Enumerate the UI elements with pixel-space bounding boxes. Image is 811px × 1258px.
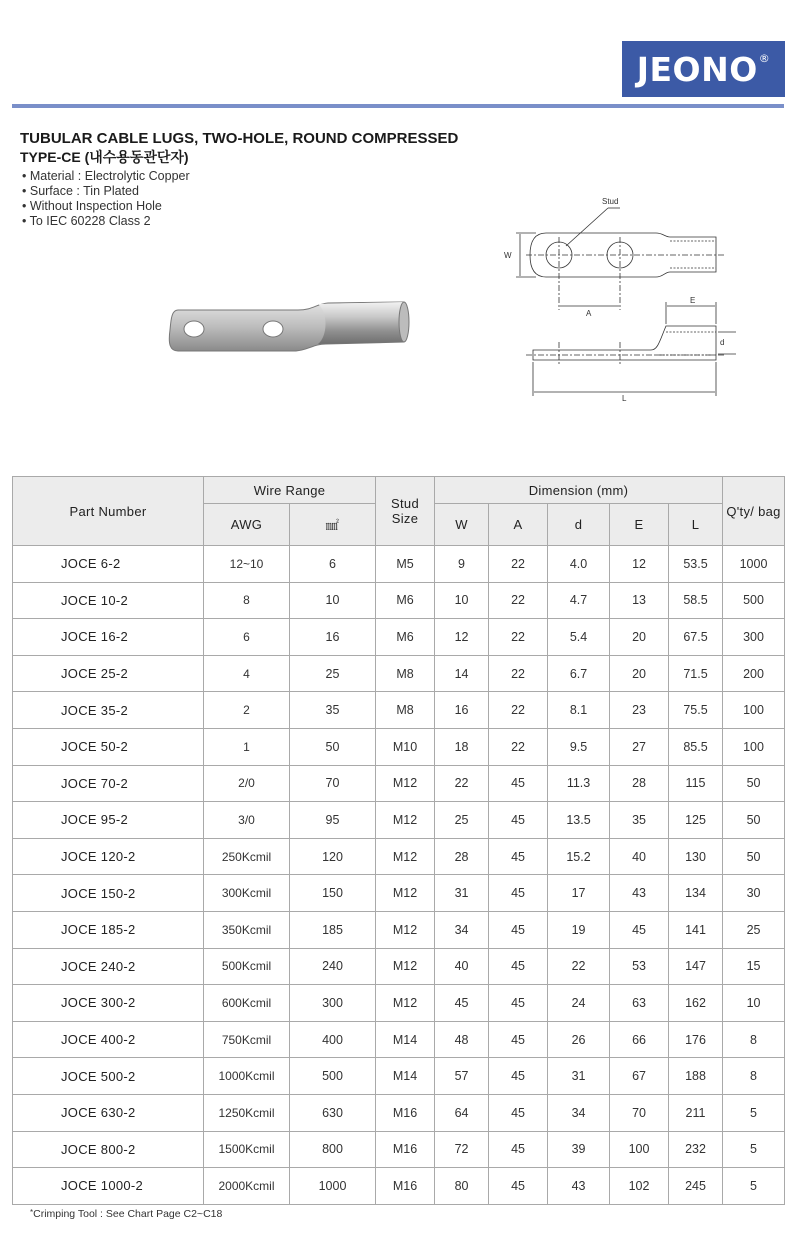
cell-awg: 1000Kcmil bbox=[204, 1058, 290, 1095]
spec-list bbox=[22, 169, 190, 229]
spec-item: • To IEC 60228 Class 2 bbox=[22, 214, 190, 229]
cell-qty: 100 bbox=[723, 692, 785, 729]
cell-awg: 250Kcmil bbox=[204, 838, 290, 875]
cell-part-number: JOCE 630-2 bbox=[13, 1094, 204, 1131]
cell-awg: 350Kcmil bbox=[204, 911, 290, 948]
l-dimension-label: L bbox=[622, 394, 627, 403]
d-dimension-label: d bbox=[720, 338, 725, 347]
cell-a: 45 bbox=[489, 1168, 548, 1205]
cell-w: 40 bbox=[435, 948, 489, 985]
cell-a: 45 bbox=[489, 1094, 548, 1131]
cell-d: 9.5 bbox=[548, 728, 610, 765]
stud-label: Stud bbox=[602, 197, 619, 206]
cell-l: 134 bbox=[669, 875, 723, 912]
cell-l: 125 bbox=[669, 802, 723, 839]
specification-table bbox=[12, 476, 785, 1205]
cell-qty: 500 bbox=[723, 582, 785, 619]
cell-d: 17 bbox=[548, 875, 610, 912]
cell-part-number: JOCE 35-2 bbox=[13, 692, 204, 729]
header-stud-size: Stud Size bbox=[376, 477, 435, 546]
cell-awg: 8 bbox=[204, 582, 290, 619]
header-d: d bbox=[548, 504, 610, 546]
header-wire-range: Wire Range bbox=[204, 477, 376, 504]
cell-stud-size: M12 bbox=[376, 765, 435, 802]
cell-part-number: JOCE 150-2 bbox=[13, 875, 204, 912]
brand-name: JEONO bbox=[636, 49, 758, 89]
cell-a: 45 bbox=[489, 765, 548, 802]
cell-stud-size: M6 bbox=[376, 619, 435, 656]
cell-d: 43 bbox=[548, 1168, 610, 1205]
footnote-star: * bbox=[30, 1208, 34, 1217]
cell-l: 53.5 bbox=[669, 546, 723, 583]
cell-part-number: JOCE 16-2 bbox=[13, 619, 204, 656]
cell-l: 67.5 bbox=[669, 619, 723, 656]
cell-d: 24 bbox=[548, 985, 610, 1022]
cell-l: 71.5 bbox=[669, 655, 723, 692]
cell-e: 70 bbox=[610, 1094, 669, 1131]
cell-a: 22 bbox=[489, 655, 548, 692]
cell-qty: 15 bbox=[723, 948, 785, 985]
header-l: L bbox=[669, 504, 723, 546]
cell-e: 43 bbox=[610, 875, 669, 912]
header-qty-bag: Q'ty/ bag bbox=[723, 477, 785, 546]
cell-part-number: JOCE 1000-2 bbox=[13, 1168, 204, 1205]
cell-qty: 8 bbox=[723, 1058, 785, 1095]
cell-awg: 12~10 bbox=[204, 546, 290, 583]
header-divider bbox=[12, 104, 784, 108]
footnote bbox=[30, 1208, 222, 1220]
cell-d: 6.7 bbox=[548, 655, 610, 692]
cell-stud-size: M6 bbox=[376, 582, 435, 619]
cell-qty: 100 bbox=[723, 728, 785, 765]
cell-mm2: 400 bbox=[290, 1021, 376, 1058]
cell-qty: 5 bbox=[723, 1094, 785, 1131]
cell-e: 100 bbox=[610, 1131, 669, 1168]
cell-e: 12 bbox=[610, 546, 669, 583]
cell-l: 176 bbox=[669, 1021, 723, 1058]
cell-part-number: JOCE 400-2 bbox=[13, 1021, 204, 1058]
table-row bbox=[13, 838, 785, 875]
cell-awg: 1250Kcmil bbox=[204, 1094, 290, 1131]
cell-stud-size: M14 bbox=[376, 1058, 435, 1095]
cell-a: 45 bbox=[489, 875, 548, 912]
cell-l: 141 bbox=[669, 911, 723, 948]
cell-l: 130 bbox=[669, 838, 723, 875]
header-e: E bbox=[610, 504, 669, 546]
cell-w: 22 bbox=[435, 765, 489, 802]
cell-a: 45 bbox=[489, 838, 548, 875]
cell-mm2: 95 bbox=[290, 802, 376, 839]
cell-e: 28 bbox=[610, 765, 669, 802]
cell-awg: 3/0 bbox=[204, 802, 290, 839]
cell-e: 45 bbox=[610, 911, 669, 948]
cell-mm2: 35 bbox=[290, 692, 376, 729]
a-dimension-label: A bbox=[586, 309, 592, 318]
cell-mm2: 16 bbox=[290, 619, 376, 656]
cell-d: 11.3 bbox=[548, 765, 610, 802]
cell-stud-size: M16 bbox=[376, 1094, 435, 1131]
cell-awg: 300Kcmil bbox=[204, 875, 290, 912]
header-mm2: ㎟ bbox=[290, 504, 376, 546]
table-row bbox=[13, 802, 785, 839]
cell-d: 31 bbox=[548, 1058, 610, 1095]
cell-w: 80 bbox=[435, 1168, 489, 1205]
table-row bbox=[13, 911, 785, 948]
cell-w: 9 bbox=[435, 546, 489, 583]
cell-part-number: JOCE 95-2 bbox=[13, 802, 204, 839]
cell-a: 45 bbox=[489, 948, 548, 985]
cell-e: 27 bbox=[610, 728, 669, 765]
cell-w: 28 bbox=[435, 838, 489, 875]
cell-w: 18 bbox=[435, 728, 489, 765]
cell-part-number: JOCE 300-2 bbox=[13, 985, 204, 1022]
cell-stud-size: M12 bbox=[376, 802, 435, 839]
table-row bbox=[13, 1021, 785, 1058]
brand-logo bbox=[622, 41, 785, 97]
cell-w: 34 bbox=[435, 911, 489, 948]
cell-a: 22 bbox=[489, 728, 548, 765]
spec-item: • Surface : Tin Plated bbox=[22, 184, 190, 199]
cell-stud-size: M16 bbox=[376, 1131, 435, 1168]
table-row bbox=[13, 875, 785, 912]
cell-qty: 1000 bbox=[723, 546, 785, 583]
cell-awg: 600Kcmil bbox=[204, 985, 290, 1022]
table-row bbox=[13, 655, 785, 692]
table-row bbox=[13, 692, 785, 729]
cell-stud-size: M12 bbox=[376, 985, 435, 1022]
cell-mm2: 500 bbox=[290, 1058, 376, 1095]
cell-mm2: 120 bbox=[290, 838, 376, 875]
cell-e: 20 bbox=[610, 619, 669, 656]
cell-a: 22 bbox=[489, 582, 548, 619]
cell-part-number: JOCE 800-2 bbox=[13, 1131, 204, 1168]
cell-e: 102 bbox=[610, 1168, 669, 1205]
cell-awg: 4 bbox=[204, 655, 290, 692]
cell-d: 26 bbox=[548, 1021, 610, 1058]
cell-awg: 2/0 bbox=[204, 765, 290, 802]
cell-qty: 25 bbox=[723, 911, 785, 948]
cell-awg: 500Kcmil bbox=[204, 948, 290, 985]
cell-l: 147 bbox=[669, 948, 723, 985]
cell-d: 34 bbox=[548, 1094, 610, 1131]
cell-d: 8.1 bbox=[548, 692, 610, 729]
cell-stud-size: M8 bbox=[376, 655, 435, 692]
cell-qty: 30 bbox=[723, 875, 785, 912]
cell-qty: 5 bbox=[723, 1168, 785, 1205]
table-row bbox=[13, 948, 785, 985]
cell-mm2: 800 bbox=[290, 1131, 376, 1168]
table-row bbox=[13, 582, 785, 619]
cell-l: 75.5 bbox=[669, 692, 723, 729]
cell-a: 22 bbox=[489, 619, 548, 656]
cell-e: 40 bbox=[610, 838, 669, 875]
cell-e: 53 bbox=[610, 948, 669, 985]
cell-w: 25 bbox=[435, 802, 489, 839]
cell-mm2: 185 bbox=[290, 911, 376, 948]
table-row bbox=[13, 1168, 785, 1205]
spec-item: • Without Inspection Hole bbox=[22, 199, 190, 214]
cell-d: 39 bbox=[548, 1131, 610, 1168]
header-dimension: Dimension (mm) bbox=[435, 477, 723, 504]
cell-l: 188 bbox=[669, 1058, 723, 1095]
header-a: A bbox=[489, 504, 548, 546]
cell-l: 211 bbox=[669, 1094, 723, 1131]
cell-a: 45 bbox=[489, 985, 548, 1022]
cell-stud-size: M14 bbox=[376, 1021, 435, 1058]
header-part-number: Part Number bbox=[13, 477, 204, 546]
cell-a: 45 bbox=[489, 911, 548, 948]
table-row bbox=[13, 619, 785, 656]
cell-part-number: JOCE 50-2 bbox=[13, 728, 204, 765]
cell-mm2: 630 bbox=[290, 1094, 376, 1131]
cell-l: 162 bbox=[669, 985, 723, 1022]
cell-awg: 1 bbox=[204, 728, 290, 765]
cell-mm2: 6 bbox=[290, 546, 376, 583]
cell-w: 14 bbox=[435, 655, 489, 692]
cell-awg: 2 bbox=[204, 692, 290, 729]
page-subtitle: TYPE-CE (내수용동관단자) bbox=[20, 149, 189, 165]
cell-part-number: JOCE 25-2 bbox=[13, 655, 204, 692]
cell-stud-size: M5 bbox=[376, 546, 435, 583]
cell-stud-size: M12 bbox=[376, 838, 435, 875]
table-row bbox=[13, 1131, 785, 1168]
cell-w: 10 bbox=[435, 582, 489, 619]
cell-qty: 5 bbox=[723, 1131, 785, 1168]
cell-w: 12 bbox=[435, 619, 489, 656]
cell-awg: 6 bbox=[204, 619, 290, 656]
cell-w: 48 bbox=[435, 1021, 489, 1058]
cell-e: 67 bbox=[610, 1058, 669, 1095]
cell-w: 72 bbox=[435, 1131, 489, 1168]
cell-e: 63 bbox=[610, 985, 669, 1022]
table-row bbox=[13, 546, 785, 583]
cell-part-number: JOCE 500-2 bbox=[13, 1058, 204, 1095]
cell-mm2: 240 bbox=[290, 948, 376, 985]
product-photo bbox=[168, 296, 413, 358]
cell-mm2: 1000 bbox=[290, 1168, 376, 1205]
page-title: TUBULAR CABLE LUGS, TWO-HOLE, ROUND COMPRESSED bbox=[20, 130, 459, 147]
cell-l: 115 bbox=[669, 765, 723, 802]
cell-mm2: 70 bbox=[290, 765, 376, 802]
cell-stud-size: M16 bbox=[376, 1168, 435, 1205]
cell-e: 35 bbox=[610, 802, 669, 839]
cell-d: 13.5 bbox=[548, 802, 610, 839]
cell-a: 45 bbox=[489, 1021, 548, 1058]
cell-a: 45 bbox=[489, 1131, 548, 1168]
header-w: W bbox=[435, 504, 489, 546]
table-row bbox=[13, 728, 785, 765]
cell-awg: 750Kcmil bbox=[204, 1021, 290, 1058]
cell-e: 23 bbox=[610, 692, 669, 729]
cell-w: 16 bbox=[435, 692, 489, 729]
cell-qty: 200 bbox=[723, 655, 785, 692]
cell-part-number: JOCE 6-2 bbox=[13, 546, 204, 583]
cell-d: 22 bbox=[548, 948, 610, 985]
cell-d: 5.4 bbox=[548, 619, 610, 656]
cell-qty: 50 bbox=[723, 802, 785, 839]
cell-d: 4.7 bbox=[548, 582, 610, 619]
cell-part-number: JOCE 10-2 bbox=[13, 582, 204, 619]
cell-w: 45 bbox=[435, 985, 489, 1022]
cell-mm2: 10 bbox=[290, 582, 376, 619]
cell-part-number: JOCE 120-2 bbox=[13, 838, 204, 875]
cell-l: 232 bbox=[669, 1131, 723, 1168]
spec-item: • Material : Electrolytic Copper bbox=[22, 169, 190, 184]
cell-qty: 8 bbox=[723, 1021, 785, 1058]
cell-a: 45 bbox=[489, 1058, 548, 1095]
table-row bbox=[13, 985, 785, 1022]
cell-d: 19 bbox=[548, 911, 610, 948]
table-body bbox=[13, 546, 785, 1205]
cell-e: 66 bbox=[610, 1021, 669, 1058]
cell-stud-size: M12 bbox=[376, 948, 435, 985]
cell-stud-size: M12 bbox=[376, 911, 435, 948]
cell-stud-size: M10 bbox=[376, 728, 435, 765]
cell-part-number: JOCE 185-2 bbox=[13, 911, 204, 948]
cell-a: 22 bbox=[489, 546, 548, 583]
cell-part-number: JOCE 70-2 bbox=[13, 765, 204, 802]
cell-e: 13 bbox=[610, 582, 669, 619]
cell-stud-size: M12 bbox=[376, 875, 435, 912]
cell-d: 4.0 bbox=[548, 546, 610, 583]
cell-d: 15.2 bbox=[548, 838, 610, 875]
cell-l: 85.5 bbox=[669, 728, 723, 765]
e-dimension-label: E bbox=[690, 296, 696, 305]
cell-qty: 50 bbox=[723, 765, 785, 802]
cell-e: 20 bbox=[610, 655, 669, 692]
table-row bbox=[13, 1058, 785, 1095]
cell-a: 22 bbox=[489, 692, 548, 729]
cell-qty: 300 bbox=[723, 619, 785, 656]
cell-qty: 50 bbox=[723, 838, 785, 875]
cell-mm2: 50 bbox=[290, 728, 376, 765]
cell-awg: 1500Kcmil bbox=[204, 1131, 290, 1168]
cell-part-number: JOCE 240-2 bbox=[13, 948, 204, 985]
cell-w: 31 bbox=[435, 875, 489, 912]
cell-awg: 2000Kcmil bbox=[204, 1168, 290, 1205]
w-dimension-label: W bbox=[504, 251, 512, 260]
cell-stud-size: M8 bbox=[376, 692, 435, 729]
cell-mm2: 300 bbox=[290, 985, 376, 1022]
cell-mm2: 150 bbox=[290, 875, 376, 912]
cell-l: 58.5 bbox=[669, 582, 723, 619]
cell-mm2: 25 bbox=[290, 655, 376, 692]
table-row bbox=[13, 1094, 785, 1131]
table-row bbox=[13, 765, 785, 802]
cell-a: 45 bbox=[489, 802, 548, 839]
cell-w: 64 bbox=[435, 1094, 489, 1131]
cell-qty: 10 bbox=[723, 985, 785, 1022]
header-awg: AWG bbox=[204, 504, 290, 546]
cell-w: 57 bbox=[435, 1058, 489, 1095]
registered-mark: ® bbox=[758, 51, 771, 65]
footnote-text: Crimping Tool : See Chart Page C2~C18 bbox=[33, 1208, 223, 1220]
dimension-drawing bbox=[496, 190, 736, 405]
cell-l: 245 bbox=[669, 1168, 723, 1205]
